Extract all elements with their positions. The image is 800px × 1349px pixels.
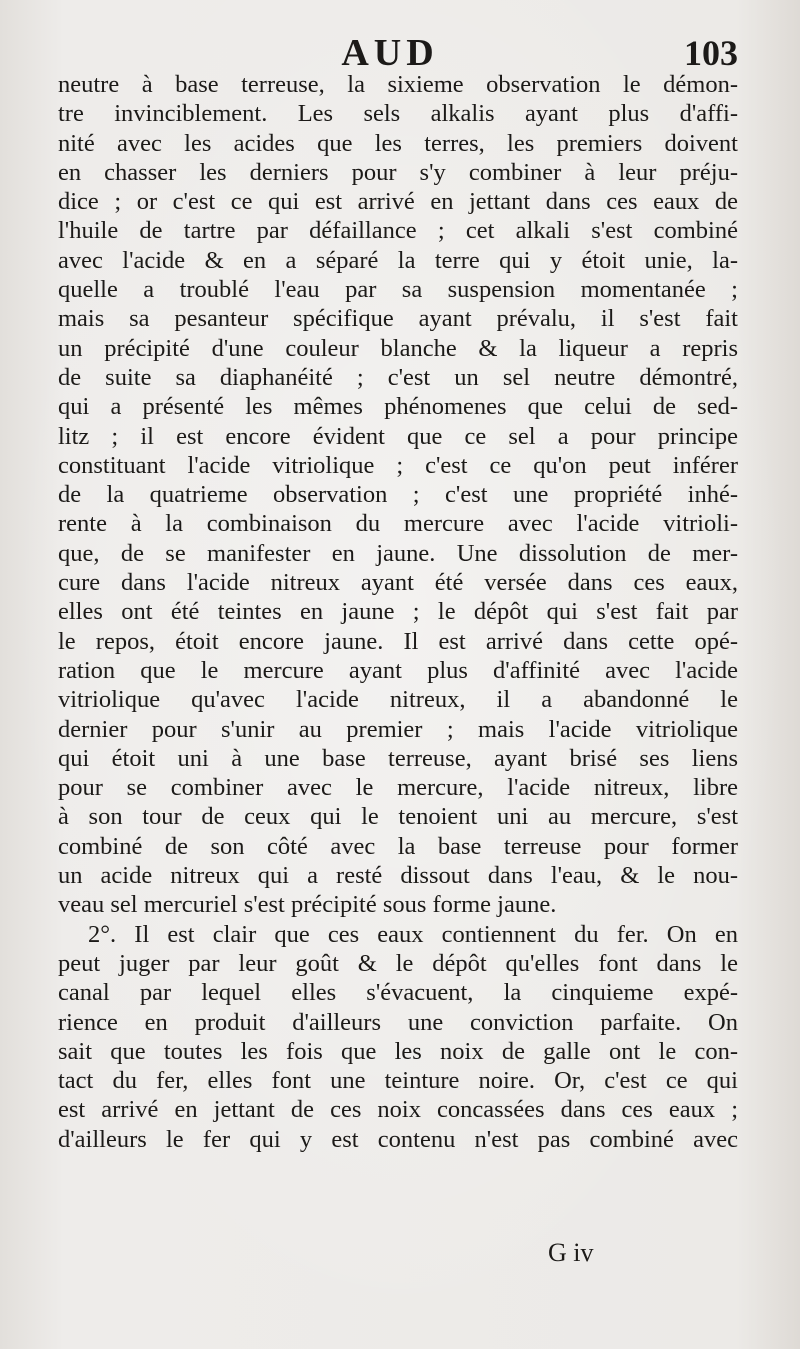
- text-line: cure dans l'acide nitreux ayant été versée dans ces eaux,: [58, 569, 738, 597]
- text-line: l'huile de tartre par défaillance ; cet alkali s'est combiné: [58, 217, 738, 245]
- text-line: à son tour de ceux qui le tenoient uni au mercure, s'est: [58, 803, 738, 831]
- text-line: en chasser les derniers pour s'y combiner à leur préju-: [58, 158, 738, 186]
- text-line: le repos, étoit encore jaune. Il est arrivé dans cette opé-: [58, 627, 738, 655]
- text-line: rente à la combinaison du mercure avec l'acide vitrioli-: [58, 510, 738, 538]
- text-line: tre invinciblement. Les sels alkalis ayant plus d'affi-: [58, 100, 738, 128]
- text-line: sait que toutes les fois que les noix de galle ont le con-: [58, 1037, 738, 1065]
- body-text: [58, 70, 738, 1154]
- text-line: avec l'acide & en a séparé la terre qui y étoit unie, la-: [58, 246, 738, 274]
- text-line: litz ; il est encore évident que ce sel a pour principe: [58, 422, 738, 450]
- text-line: de la quatrieme observation ; c'est une propriété inhé-: [58, 481, 738, 509]
- text-line: est arrivé en jettant de ces noix concassées dans ces eaux ;: [58, 1096, 738, 1124]
- text-line: rience en produit d'ailleurs une conviction parfaite. On: [58, 1008, 738, 1036]
- text-line: tact du fer, elles font une teinture noire. Or, c'est ce qui: [58, 1067, 738, 1095]
- page-title: AUD: [341, 32, 439, 74]
- text-line: neutre à base terreuse, la sixieme observation le démon-: [58, 71, 738, 98]
- text-line: qui étoit uni à une base terreuse, ayant brisé ses liens: [58, 744, 738, 772]
- text-line: dice ; or c'est ce qui est arrivé en jettant dans ces eaux de: [58, 188, 738, 216]
- text-line: de suite sa diaphanéité ; c'est un sel neutre démontré,: [58, 363, 738, 391]
- text-line: pour se combiner avec le mercure, l'acide nitreux, libre: [58, 774, 738, 802]
- text-line: mais sa pesanteur spécifique ayant prévalu, il s'est fait: [58, 305, 738, 333]
- text-line: combiné de son côté avec la base terreuse pour former: [58, 832, 738, 860]
- text-line: ration que le mercure ayant plus d'affinité avec l'acide: [58, 656, 738, 684]
- text-line: nité avec les acides que les terres, les premiers doivent: [58, 129, 738, 157]
- text-line: un acide nitreux qui a resté dissout dans l'eau, & le nou-: [58, 862, 738, 890]
- text-line: d'ailleurs le fer qui y est contenu n'est pas combiné avec: [58, 1125, 738, 1153]
- text-line: dernier pour s'unir au premier ; mais l'acide vitriolique: [58, 715, 738, 743]
- page-number: 103: [684, 33, 738, 73]
- text-line: vitriolique qu'avec l'acide nitreux, il a abandonné le: [58, 686, 738, 714]
- text-line: qui a présenté les mêmes phénomenes que celui de sed-: [58, 393, 738, 421]
- text-line: constituant l'acide vitriolique ; c'est ce qu'on peut inférer: [58, 451, 738, 479]
- text-line: elles ont été teintes en jaune ; le dépôt qui s'est fait par: [58, 598, 738, 626]
- text-line-paragraph-end: veau sel mercuriel s'est précipité sous forme jaune.: [58, 891, 557, 919]
- text-line: que, de se manifester en jaune. Une dissolution de mer-: [58, 539, 738, 567]
- text-line: peut juger par leur goût & le dépôt qu'elles font dans le: [58, 949, 738, 977]
- text-line: canal par lequel elles s'évacuent, la cinquieme expé-: [58, 979, 738, 1007]
- text-line-paragraph-start: 2°. Il est clair que ces eaux contiennent du fer. On en: [88, 920, 738, 948]
- signature-mark: G iv: [548, 1238, 594, 1267]
- text-line: quelle a troublé l'eau par sa suspension momentanée ;: [58, 276, 738, 304]
- text-line: un précipité d'une couleur blanche & la liqueur a repris: [58, 334, 738, 362]
